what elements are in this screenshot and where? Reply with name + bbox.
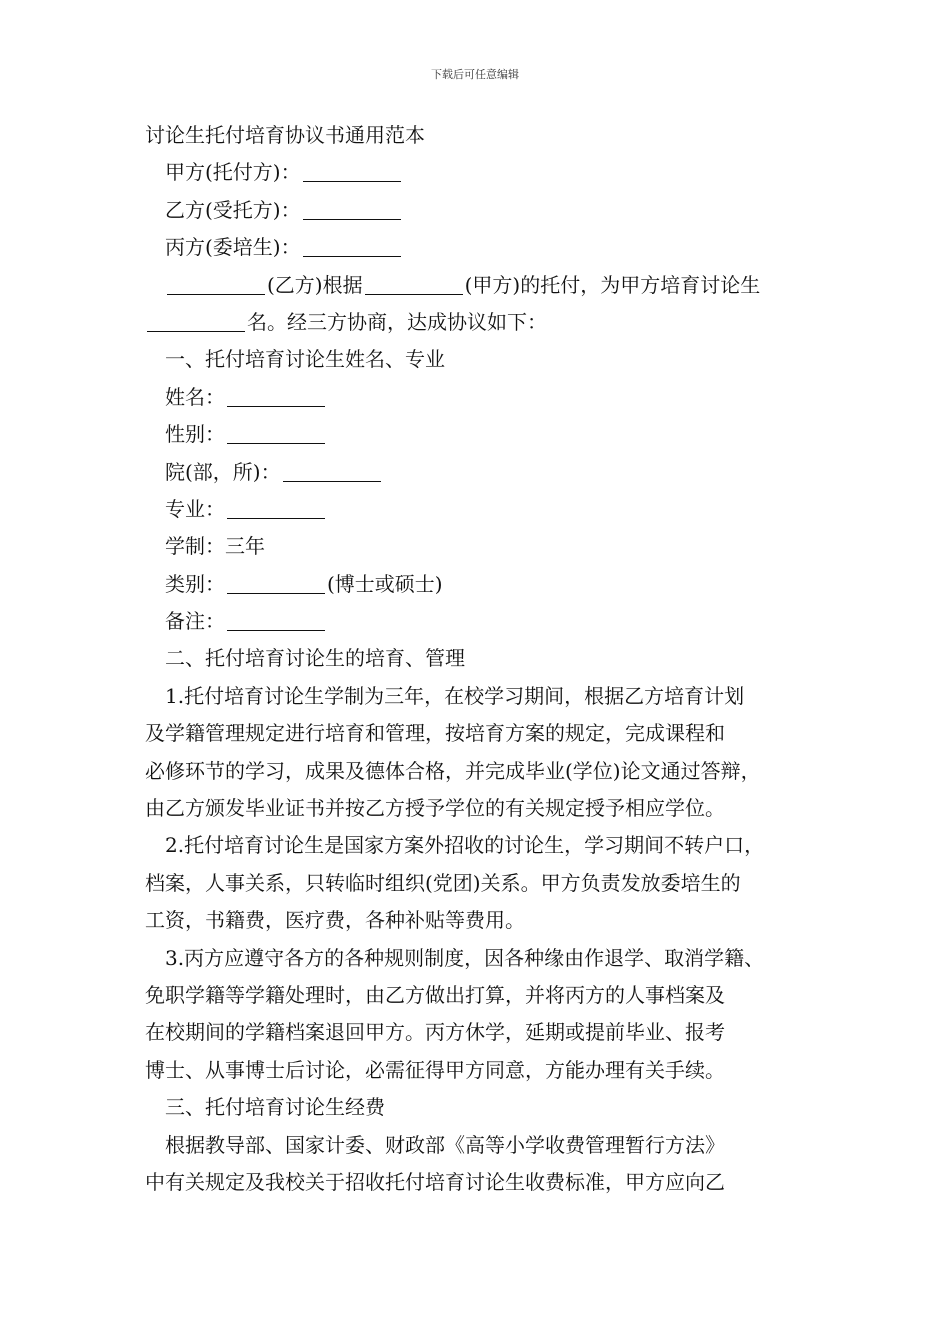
paragraph-1-line-1: 1.托付培育讨论生学制为三年，在校学习期间，根据乙方培育计划 [165,683,745,708]
field-dept-line [145,454,835,491]
field-major-blank [227,496,325,519]
field-dept-blank [283,459,381,482]
document-body [145,117,835,1201]
field-type-line [145,566,835,603]
section-2-title: 二、托付培育讨论生的培育、管理 [165,646,465,671]
paragraph-2-line-1: 2.托付培育讨论生是国家方案外招收的讨论生，学习期间不转户口， [165,833,765,858]
field-type-suffix: (博士或硕士) [327,571,443,596]
party-b-line [145,192,835,229]
field-name-line [145,379,835,416]
paragraph-3-line-1: 3.丙方应遵守各方的各种规则制度，因各种缘由作退学、取消学籍、 [165,945,765,970]
paragraph-4-line-1: 根据教导部、国家计委、财政部《高等小学收费管理暂行方法》 [165,1132,725,1157]
field-remark-line [145,603,835,640]
field-name-label: 姓名： [165,384,225,409]
party-b-blank [303,197,401,220]
intro-line-1 [145,267,835,304]
intro-text-2: (甲方)的托付，为甲方培育讨论生 [464,272,761,297]
intro-blank-count [147,309,245,332]
paragraph-3-line-3: 在校期间的学籍档案退回甲方。丙方休学，延期或提前毕业、报考 [145,1020,725,1045]
field-major-line [145,491,835,528]
field-remark-blank [227,608,325,631]
paragraph-1-line-3: 必修环节的学习，成果及德体合格，并完成毕业(学位)论文通过答辩， [145,758,761,783]
party-a-line [145,154,835,191]
field-major-label: 专业： [165,496,225,521]
section-1-title: 一、托付培育讨论生姓名、专业 [165,347,445,372]
party-a-label: 甲方(托付方)： [165,160,301,185]
intro-line-2 [145,304,835,341]
field-gender-blank [227,421,325,444]
party-b-label: 乙方(受托方)： [165,197,301,222]
intro-text-3: 名。经三方协商，达成协议如下： [247,309,547,334]
paragraph-4-line-2: 中有关规定及我校关于招收托付培育讨论生收费标准，甲方应向乙 [145,1169,725,1194]
field-dept-label: 院(部，所)： [165,459,281,484]
document-title: 讨论生托付培育协议书通用范本 [145,123,425,147]
intro-blank-b [167,272,265,295]
field-duration-line: 学制：三年 [165,534,265,559]
party-c-line [145,229,835,266]
paragraph-3-line-4: 博士、从事博士后讨论，必需征得甲方同意，方能办理有关手续。 [145,1057,725,1082]
field-gender-label: 性别： [165,422,225,447]
field-type-label: 类别： [165,571,225,596]
paragraph-1-line-4: 由乙方颁发毕业证书并按乙方授予学位的有关规定授予相应学位。 [145,796,725,821]
party-c-blank [303,234,401,257]
intro-blank-a [365,272,463,295]
field-type-blank [227,571,325,594]
field-gender-line [145,416,835,453]
section-3-title: 三、托付培育讨论生经费 [165,1095,385,1120]
party-a-blank [303,159,401,182]
party-c-label: 丙方(委培生)： [165,235,301,260]
field-remark-label: 备注： [165,609,225,634]
intro-text-1: (乙方)根据 [267,272,363,297]
paragraph-2-line-3: 工资，书籍费，医疗费，各种补贴等费用。 [145,908,525,933]
paragraph-2-line-2: 档案，人事关系，只转临时组织(党团)关系。甲方负责发放委培生的 [145,870,741,895]
field-name-blank [227,384,325,407]
paragraph-3-line-2: 免职学籍等学籍处理时，由乙方做出打算，并将丙方的人事档案及 [145,982,725,1007]
header-note: 下载后可任意编辑 [431,68,519,81]
paragraph-1-line-2: 及学籍管理规定进行培育和管理，按培育方案的规定，完成课程和 [145,721,725,746]
